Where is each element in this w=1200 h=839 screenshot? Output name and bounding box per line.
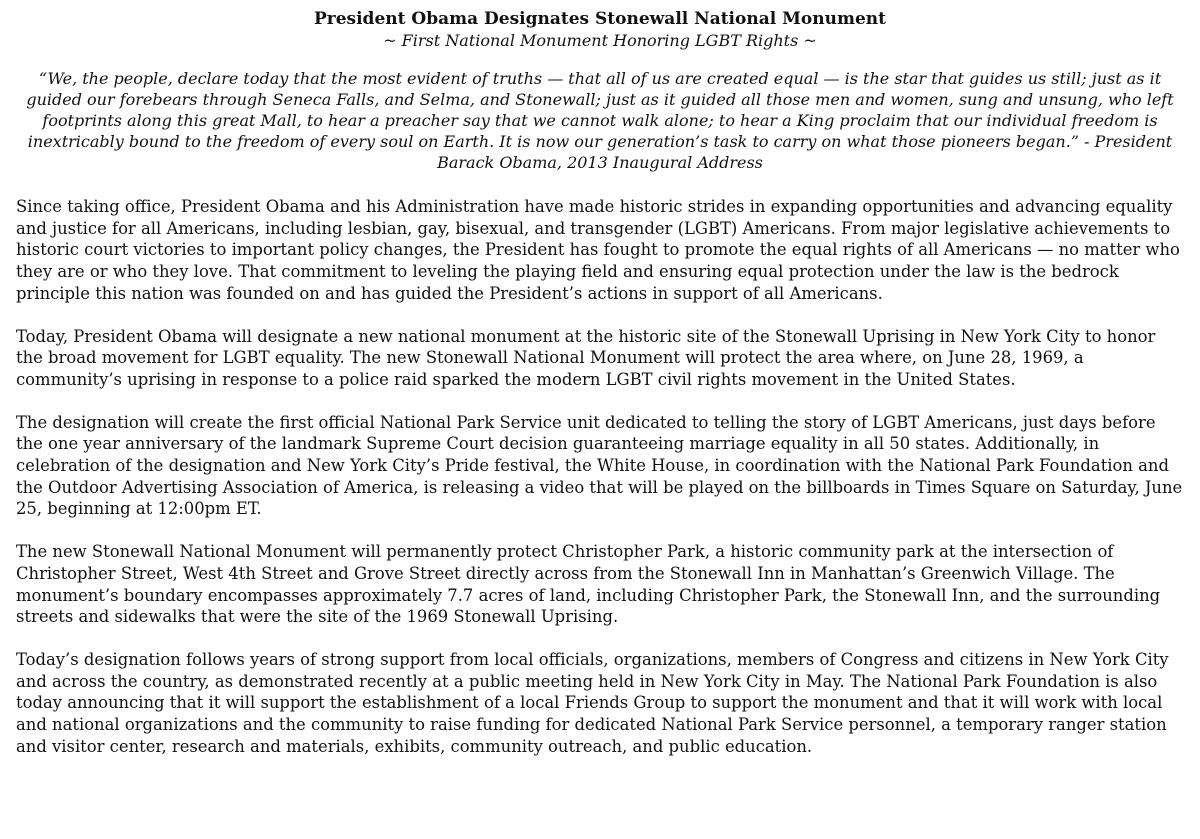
document-title: President Obama Designates Stonewall National Monument bbox=[313, 9, 887, 29]
paragraph-administration-record: Since taking office, President Obama and his Administration have made historic strides in expanding opportunities and advancing equality and justice for all Americans, including lesbian, gay, bisexual, and transgender (LGBT) Americans. From major legislative achievements to historic court victories to important policy changes, the President has fought to promote the equal rights of all Americans — no matter who they are or who they love. That commitment to leveling the playing field and ensuring equal protection under the law is the bedrock principle this nation was founded on and has guided the President’s actions in support of all Americans. bbox=[16, 197, 1180, 303]
paragraph-christopher-park: The new Stonewall National Monument will permanently protect Christopher Park, a historic community park at the intersection of Christopher Street, West 4th Street and Grove Street directly across from the Stonewall Inn in Manhattan’s Greenwich Village. The monument’s boundary encompasses approximately 7.7 acres of land, including Christopher Park, the Stonewall Inn, and the surrounding streets and sidewalks that were the site of the 1969 Stonewall Uprising. bbox=[16, 542, 1161, 627]
paragraph-community-support: Today’s designation follows years of strong support from local officials, organizations, members of Congress and citizens in New York City and across the country, as demonstrated recently at a public meeting held in New York City in May. The National Park Foundation is also today announcing that it will support the establishment of a local Friends Group to support the monument and that it will work with local and national organizations and the community to raise funding for dedicated National Park Service personnel, a temporary ranger station and visitor center, research and materials, exhibits, community outreach, and public education. bbox=[16, 649, 1169, 756]
document-subtitle: ~ First National Monument Honoring LGBT Rights ~ bbox=[383, 31, 817, 50]
inaugural-quote: “We, the people, declare today that the most evident of truths — that all of us are created equal — is the star that guides us still; just as it guided our forebears through Seneca Falls, and Selma, and Stonewall; just as it guided all those men and women, sung and unsung, who left footprints along this great Mall, to hear a preacher say that we cannot walk alone; to hear a King proclaim that our individual freedom is inextricably bound to the freedom of every soul on Earth. It is now our generation’s task to carry on what those pioneers began.” - President Barack Obama, 2013 Inaugural Address bbox=[26, 69, 1174, 172]
paragraph-park-service-unit: The designation will create the first official National Park Service unit dedicated to telling the story of LGBT Americans, just days before the one year anniversary of the landmark Supreme Court decision guaranteeing marriage equality in all 50 states. Additionally, in celebration of the designation and New York City’s Pride festival, the White House, in coordination with the National Park Foundation and the Outdoor Advertising Association of America, is releasing a video that will be played on the billboards in Times Square on Saturday, June 25, beginning at 12:00pm ET. bbox=[16, 412, 1183, 519]
paragraph-monument-designation: Today, President Obama will designate a new national monument at the historic site of the Stonewall Uprising in New York City to honor the broad movement for LGBT equality. The new Stonewall National Monument will protect the area where, on June 28, 1969, a community’s uprising in response to a police raid sparked the modern LGBT civil rights movement in the United States. bbox=[16, 326, 1156, 389]
